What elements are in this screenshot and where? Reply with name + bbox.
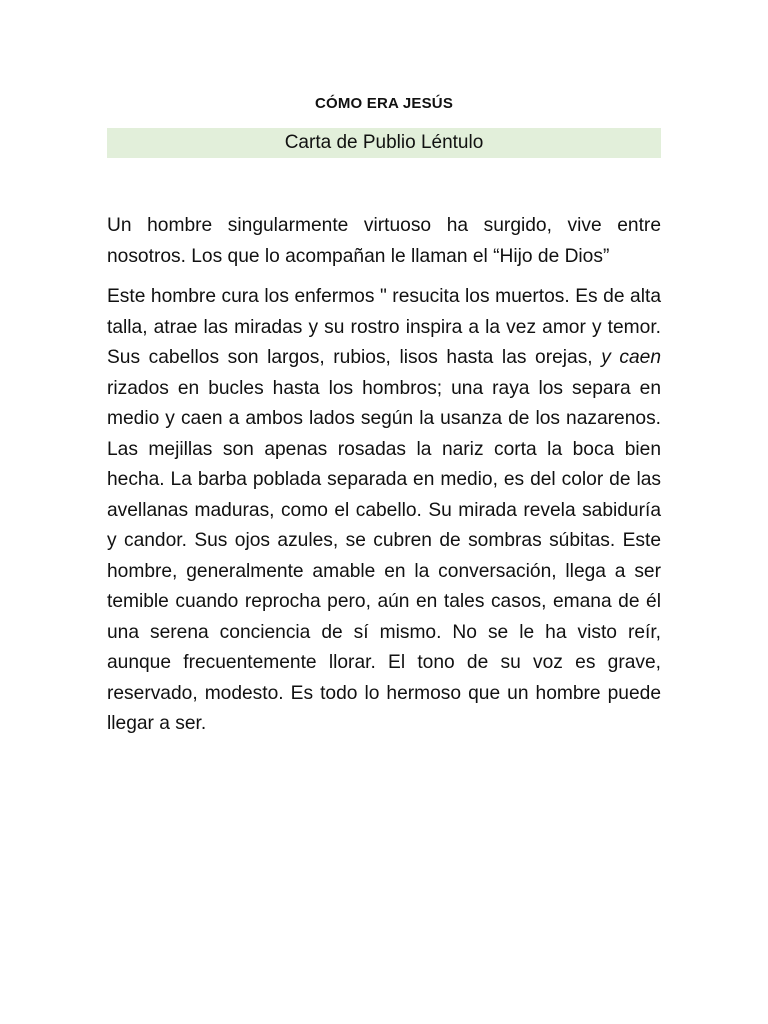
paragraph-intro: Un hombre singularmente virtuoso ha surgido, vive entre nosotros. Los que lo acompañan le llaman el “Hijo de Dios” bbox=[107, 215, 661, 267]
letter-body bbox=[107, 211, 661, 740]
paragraph-description-part-2: rizados en bucles hasta los hombros; una raya los separa en medio y caen a ambos lados según la usanza de los nazarenos. Las mejillas son apenas rosadas la nariz corta la boca bien hecha. La barba poblada separada en medio, es del color de las avellanas maduras, como el cabello. Su mirada revela sabiduría y candor. Sus ojos azules, se cubren de sombras súbitas. Este hombre, generalmente amable en la conversación, llega a ser temible cuando reprocha pero, aún en tales casos, emana de él una serena conciencia de sí mismo. No se le ha visto reír, aunque frecuentemente llorar. El tono de su voz es grave, reservado, modesto. Es todo lo hermoso que un hombre puede llegar a ser. bbox=[107, 377, 661, 734]
document-title: CÓMO ERA JESÚS bbox=[314, 95, 454, 112]
paragraph-description-part-1: Este hombre cura los enfermos " resucita los muertos. Es de alta talla, atrae las miradas y su rostro inspira a la vez amor y temor. Sus cabellos son largos, rubios, lisos hasta las orejas, bbox=[107, 286, 661, 368]
subtitle-band bbox=[107, 128, 661, 158]
document-subtitle: Carta de Publio Léntulo bbox=[284, 132, 484, 153]
paragraph-description bbox=[107, 282, 661, 740]
italic-phrase: y caen bbox=[601, 347, 661, 368]
